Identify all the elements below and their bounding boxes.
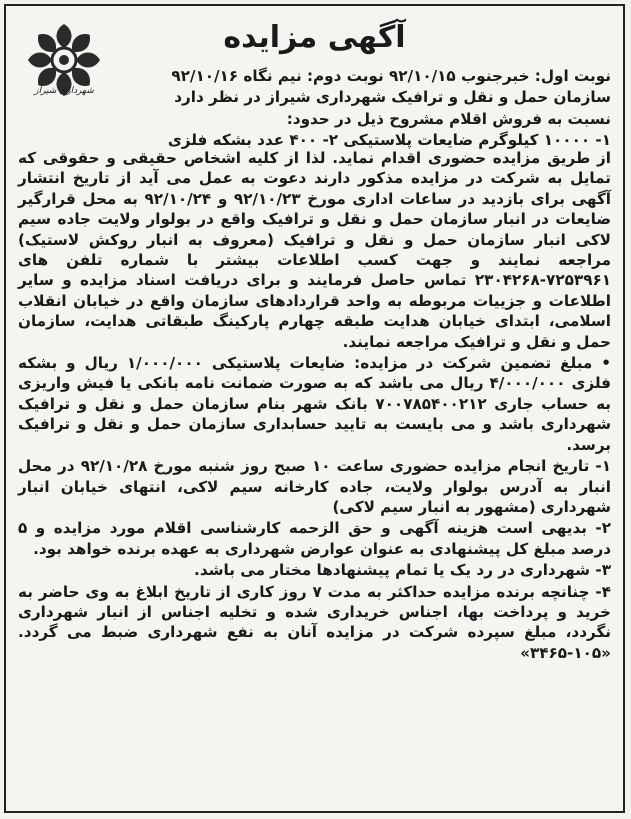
- header-line: سازمان حمل و نقل و ترافیک شهرداری شیراز در نظر دارد: [174, 88, 611, 107]
- item-line: ۱- ۱۰۰۰۰ کیلوگرم ضایعات پلاستیکی ۲- ۴۰۰ عدد بشکه فلزی: [167, 131, 611, 150]
- notice-title: آگهی مزایده: [223, 20, 406, 55]
- condition-1: ۱- تاریخ انجام مزایده حضوری ساعت ۱۰ صبح روز شنبه مورخ ۹۲/۱۰/۲۸ در محل انبار به آدرس بولوار ولایت، جاده کارخانه سیم لاکی، انتهای خیابان انبار شهرداری (مشهور به انبار سیم لاکی): [18, 457, 611, 516]
- logo-caption: شهرداری شیراز: [34, 86, 94, 96]
- condition-4-text: ۴- چنانچه برنده مزایده حداکثر به مدت ۷ روز کاری از تاریخ ابلاغ به وی حاضر به خرید و پرداخت بها، اجناس خریداری شده و تخلیه اجناس از انبار شهرداری نگردد، مبلغ سپرده شرکت در مزایده آنان به نفع شهرداری ضبط می گردد.: [18, 582, 611, 642]
- header-line: نوبت اول: خبرجنوب ۹۲/۱۰/۱۵ نوبت دوم: نیم نگاه ۹۲/۱۰/۱۶: [171, 67, 611, 85]
- notice-header: [111, 66, 611, 152]
- main-paragraph: از طریق مزایده حضوری اقدام نماید. لذا از کلیه اشخاص حقیقی و حقوقی که تمایل به شرکت در مزایده مذکور دارند دعوت به عمل می آید از تاریخ انتشار آگهی برای بازدید در ساعات اداری مورخ ۹۲/۱۰/۲۳ و ۹۲/۱۰/۲۴ به محل قرارگیر ضایعات در انبار سازمان حمل و نقل و ترافیک واقع در بولوار ولایت جاده سیم لاکی انبار سازمان حمل و نقل و ترافیک (معروف به انبار روکش لاستیک) مراجعه نمایند و جهت کسب اطلاعات بیشتر با شماره تلفن های ۷۲۵۳۹۶۱-۲۳۰۴۲۶۸ تماس حاصل فرمایند و برای دریافت اسناد مزایده و سایر اطلاعات و جزییات مربوطه به واحد قراردادهای سازمان واقع در خیابان انقلاب اسلامی، ابتدای خیابان هدایت طبقه چهارم پارکینگ طبقاتی هدایت، سازمان حمل و نقل و ترافیک مراجعه نمایند.: [18, 149, 611, 351]
- condition-3: ۳- شهرداری در رد یک یا تمام پیشنهادها مختار می باشد.: [194, 561, 611, 580]
- notice-frame: [4, 4, 625, 813]
- condition-2: ۲- بدیهی است هزینه آگهی و حق الزحمه کارشناسی اقلام مورد مزایده و ۵ درصد مبلغ کل پیشنهادی به عنوان عوارض شهرداری به عهده برنده خواهد بود.: [18, 519, 611, 558]
- notice-code: «۳۴۶۵-۱۰۵»: [520, 643, 611, 662]
- notice-body: [18, 148, 611, 664]
- deposit-paragraph: • مبلغ تضمین شرکت در مزایده: ضایعات پلاستیکی ۱/۰۰۰/۰۰۰ ریال و بشکه فلزی ۴/۰۰۰/۰۰۰ ریال می باشد که به صورت ضمانت نامه بانکی یا فیش واریزی به حساب جاری ۷۰۰۷۸۵۴۰۰۲۱۲ بانک شهر بنام سازمان حمل و نقل و ترافیک شهرداری باشد و می بایست به تایید حسابداری سازمان حمل و نقل و ترافیک برسد.: [18, 354, 612, 454]
- condition-4: [18, 582, 611, 664]
- header-line: نسبت به فروش اقلام مشروح ذیل در حدود:: [286, 109, 611, 128]
